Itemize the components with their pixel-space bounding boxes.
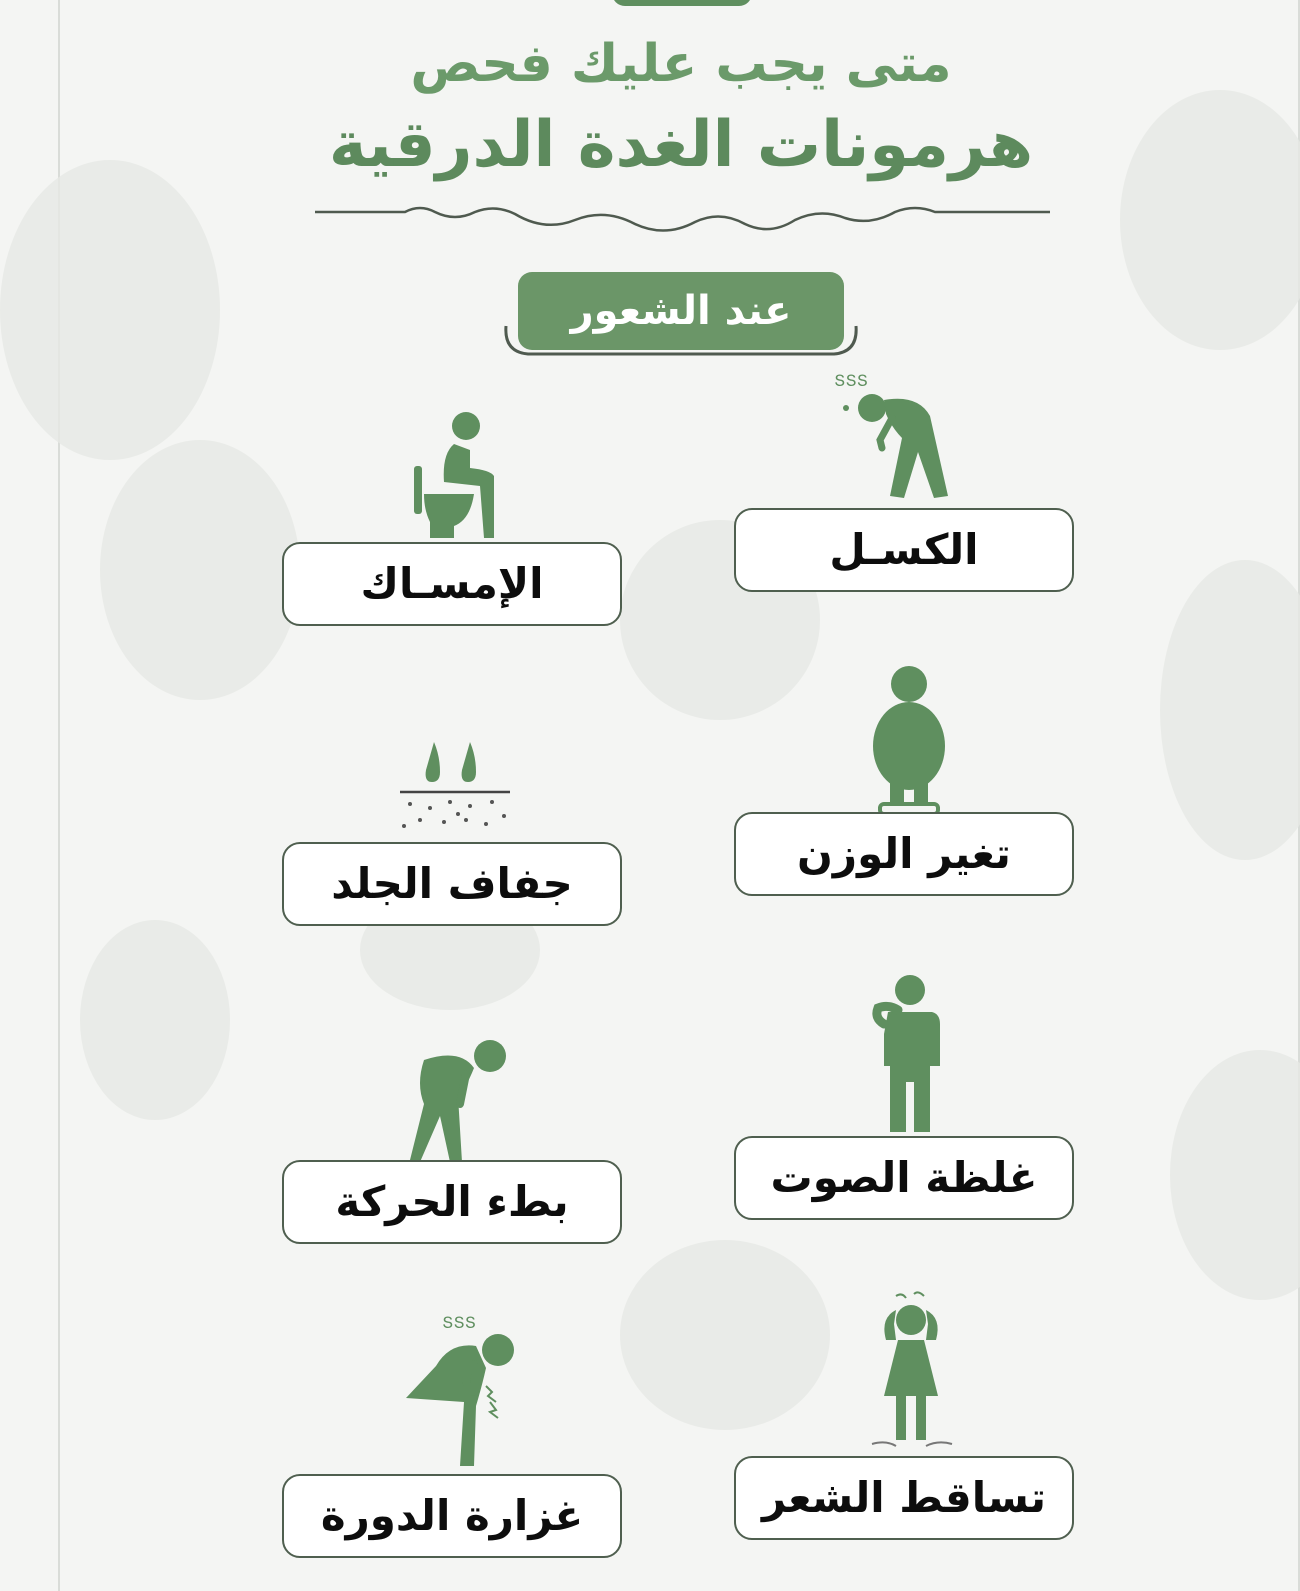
svg-text:ՏՏՏ: ՏՏՏ <box>834 371 868 390</box>
title-line-1: متى يجب عليك فحص <box>410 34 952 94</box>
symptom-box-slow-movement: بطء الحركة <box>282 1160 622 1244</box>
background-blob <box>100 440 300 700</box>
throat-hold-person-icon <box>868 974 944 1134</box>
symptom-box-heavy-period: غزارة الدورة <box>282 1474 622 1558</box>
badge-bracket <box>500 322 862 366</box>
feeling-badge: عند الشعور <box>518 272 844 350</box>
svg-text:ՏՏՏ: ՏՏՏ <box>442 1313 476 1332</box>
top-tab-decoration <box>612 0 752 6</box>
infographic-page <box>58 0 1300 1591</box>
bent-person-icon <box>410 1034 510 1164</box>
background-blob <box>1160 560 1300 860</box>
symptom-box-fatigue: الكسـل <box>734 508 1074 592</box>
period-pain-person-icon <box>400 1306 520 1470</box>
symptom-box-dry-skin: جفاف الجلد <box>282 842 622 926</box>
fatigue-person-icon <box>834 368 958 506</box>
toilet-person-icon <box>414 410 514 542</box>
background-blob <box>620 1240 830 1430</box>
symptom-box-hair-loss: تساقط الشعر <box>734 1456 1074 1540</box>
background-blob <box>80 920 230 1120</box>
hair-loss-person-icon <box>866 1290 956 1452</box>
background-blob <box>1170 1050 1300 1300</box>
dry-skin-icon <box>400 736 510 836</box>
symptom-box-constipation: الإمسـاك <box>282 542 622 626</box>
symptom-box-hoarse-voice: غلظة الصوت <box>734 1136 1074 1220</box>
title-line-2: هرمونات الغدة الدرقية <box>328 108 1034 182</box>
background-blob <box>0 160 220 460</box>
symptom-box-weight-change: تغير الوزن <box>734 812 1074 896</box>
wavy-divider <box>315 190 1050 250</box>
person-on-scale-icon <box>866 664 952 816</box>
